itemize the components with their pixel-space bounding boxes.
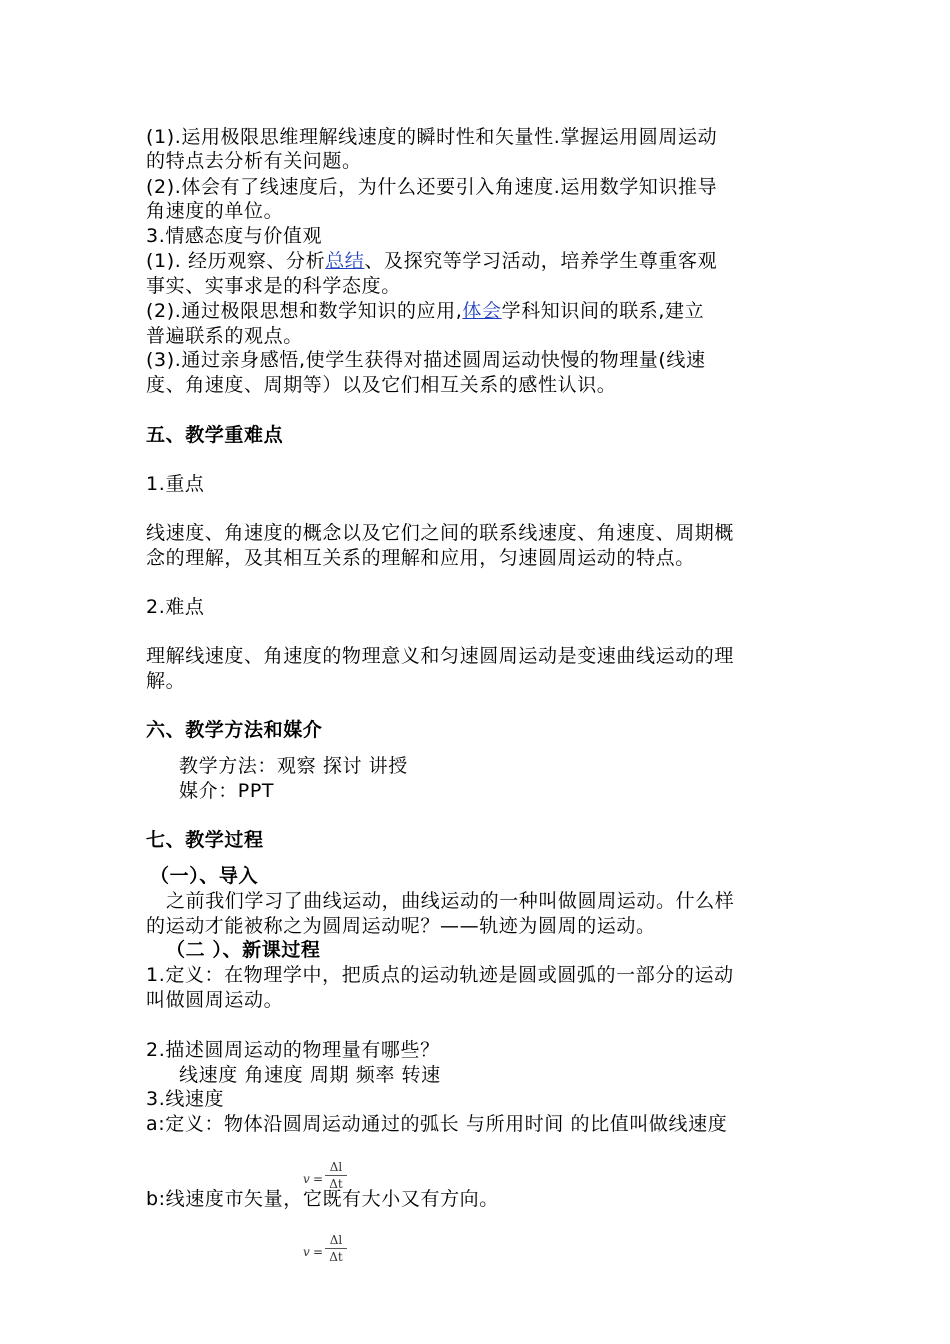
definition-line-2: 叫做圆周运动。 — [146, 989, 284, 1011]
formula-var: v — [303, 1172, 310, 1186]
linear-velocity-definition: a:定义：物体沿圆周运动通过的弧长 与所用时间 的比值叫做线速度 — [146, 1113, 728, 1135]
link-experience[interactable]: 体会 — [462, 300, 502, 322]
definition-line-1: 1.定义：在物理学中，把质点的运动轨迹是圆或圆弧的一部分的运动 — [146, 964, 734, 986]
objective-line-2: 的特点去分析有关问题。 — [146, 150, 362, 172]
formula-denominator: Δt — [329, 1250, 343, 1264]
objective-line-3: (2).体会有了线速度后，为什么还要引入角速度.运用数学知识推导 — [146, 176, 718, 198]
difficult-points-body-1: 理解线速度、角速度的物理意义和匀速圆周运动是变速曲线运动的理 — [146, 645, 735, 667]
intro-body-1: 之前我们学习了曲线运动，曲线运动的一种叫做圆周运动。什么样 — [166, 890, 735, 912]
new-lesson-title: （二 ）、新课过程 — [166, 939, 321, 961]
section-6-title: 六、教学方法和媒介 — [146, 719, 323, 741]
text-segment: (1). 经历观察、分析 — [146, 250, 326, 272]
text-segment: (2).通过极限思想和数学知识的应用, — [146, 300, 463, 322]
text-segment: 、及探究等学习活动，培养学生尊重客观 — [364, 250, 718, 272]
difficult-points-body-2: 解。 — [146, 670, 186, 692]
formula-numerator: Δl — [329, 1160, 343, 1174]
link-summary[interactable]: 总结 — [325, 250, 365, 272]
fraction-bar — [325, 1175, 347, 1176]
subheading-emotion-values: 3.情感态度与价值观 — [146, 225, 323, 247]
intro-title: （一）、导入 — [150, 865, 259, 887]
key-points-body-2: 念的理解，及其相互关系的理解和应用，匀速圆周运动的特点。 — [146, 547, 695, 569]
key-points-label: 1.重点 — [146, 473, 205, 495]
key-points-body-1: 线速度、角速度的概念以及它们之间的联系线速度、角速度、周期概 — [146, 522, 735, 544]
teaching-method: 教学方法：观察 探讨 讲授 — [179, 755, 408, 777]
difficult-points-label: 2.难点 — [146, 596, 205, 618]
formula-eq: = — [313, 1245, 324, 1259]
formula-eq: = — [313, 1172, 324, 1186]
objective-line-11: 度、角速度、周期等）以及它们相互关系的感性认识。 — [146, 374, 617, 396]
fraction-bar — [325, 1248, 347, 1249]
objective-line-1: (1).运用极限思维理解线速度的瞬时性和矢量性.掌握运用圆周运动 — [146, 126, 718, 148]
formula-denominator: Δt — [329, 1177, 343, 1191]
formula-var: v — [303, 1245, 310, 1259]
objective-line-9: 普遍联系的观点。 — [146, 325, 303, 347]
section-7-title: 七、教学过程 — [146, 829, 264, 851]
objective-line-10: (3).通过亲身感悟,使学生获得对描述圆周运动快慢的物理量(线速 — [146, 349, 706, 371]
linear-velocity-vector: b:线速度市矢量，它既有大小又有方向。 — [146, 1188, 499, 1210]
quantities-list: 线速度 角速度 周期 频率 转速 — [179, 1064, 441, 1086]
objective-line-7: 事实、实事求是的科学态度。 — [146, 275, 401, 297]
text-segment: 学科知识间的联系,建立 — [501, 300, 705, 322]
question-line: 2.描述圆周运动的物理量有哪些？ — [146, 1039, 440, 1061]
objective-line-6 — [146, 249, 717, 273]
linear-velocity-heading: 3.线速度 — [146, 1088, 225, 1110]
section-5-title: 五、教学重难点 — [146, 424, 284, 446]
formula-numerator: Δl — [329, 1233, 343, 1247]
intro-body-2: 的运动才能被称之为圆周运动呢？——轨迹为圆周的运动。 — [146, 915, 656, 937]
formula-fraction — [325, 1233, 347, 1264]
objective-line-8 — [146, 299, 704, 323]
objective-line-4: 角速度的单位。 — [146, 200, 284, 222]
teaching-media: 媒介：PPT — [179, 780, 275, 802]
